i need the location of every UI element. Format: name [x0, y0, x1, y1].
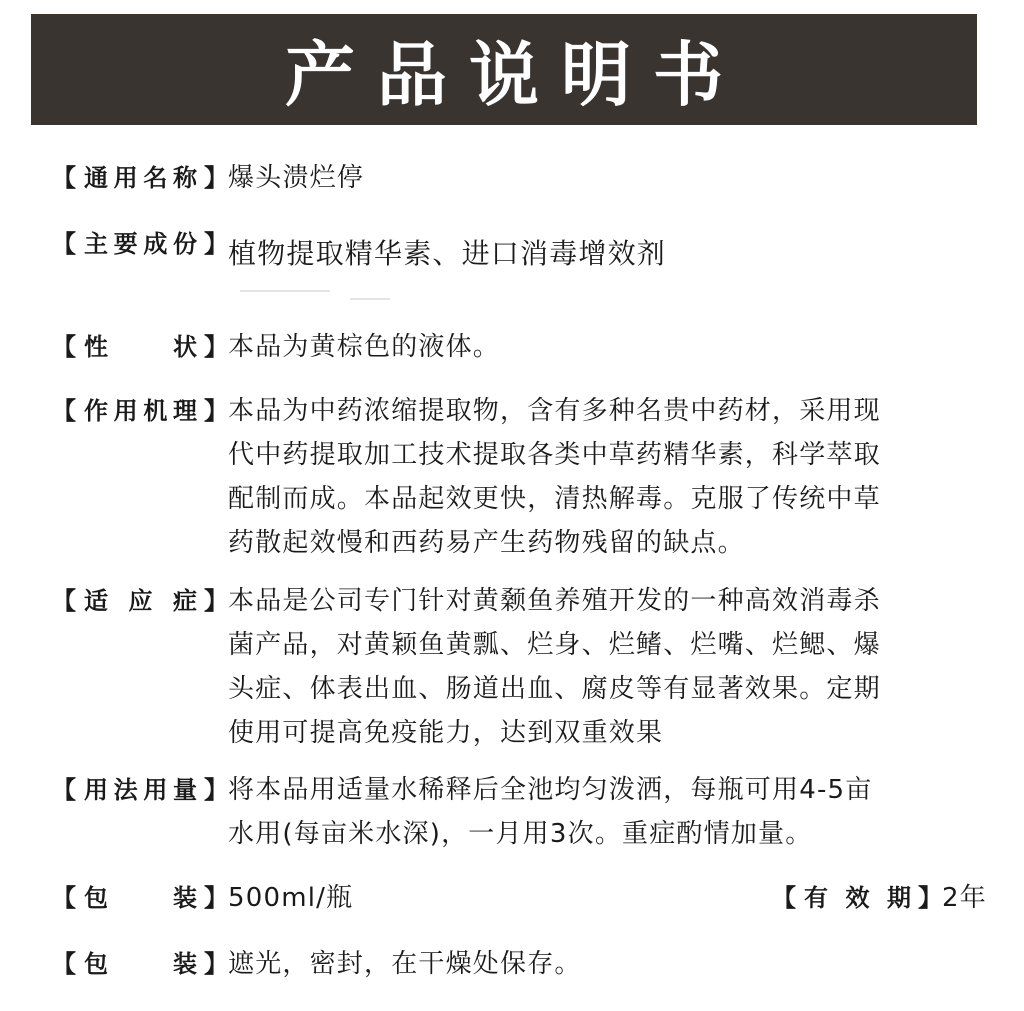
field-value	[228, 325, 944, 369]
field-label-text	[76, 876, 204, 920]
field-label	[52, 768, 228, 812]
bracket-close: 】	[204, 587, 228, 615]
label-char: 用	[113, 164, 139, 192]
field-value	[942, 876, 987, 920]
field-label	[772, 876, 942, 920]
field-label-text	[76, 942, 204, 986]
value-line: 遮光，密封，在干燥处保存。	[228, 949, 582, 979]
label-char: 用	[143, 776, 169, 804]
field-value	[228, 579, 944, 755]
value-line: 使用可提高免疫能力，达到双重效果	[228, 718, 664, 748]
field-label-text	[76, 325, 204, 369]
bracket-close: 】	[204, 884, 228, 912]
field-label-text	[76, 579, 204, 623]
label-char: 装	[173, 950, 198, 978]
title-banner	[31, 14, 977, 125]
label-char: 效	[845, 884, 871, 912]
label-char: 有	[804, 884, 829, 912]
field-label-text	[76, 156, 204, 200]
label-char: 用	[84, 776, 109, 804]
label-char: 理	[172, 397, 198, 425]
label-char: 份	[172, 230, 198, 258]
value-line: 500ml/瓶	[228, 883, 354, 913]
label-char: 用	[113, 397, 139, 425]
label-char: 主	[84, 230, 109, 258]
bracket-close: 】	[204, 397, 228, 425]
bracket-close: 】	[204, 776, 228, 804]
value-line: 本品为中药浓缩提取物，含有多种名贵中药材，采用现	[228, 396, 881, 426]
value-line: 配制而成。本品起效更快，清热解毒。克服了传统中草	[228, 484, 881, 514]
print-smudge	[350, 298, 390, 300]
field-mechanism	[52, 389, 944, 565]
bracket-close: 】	[204, 164, 228, 192]
print-smudge	[240, 290, 330, 292]
field-indications	[52, 579, 944, 755]
field-storage	[52, 942, 944, 986]
bracket-open: 【	[52, 950, 76, 978]
label-char: 机	[143, 397, 169, 425]
bracket-open: 【	[52, 587, 76, 615]
field-value	[228, 230, 944, 278]
label-char: 称	[172, 164, 198, 192]
field-label-text	[796, 876, 918, 920]
field-label	[52, 876, 228, 920]
value-line: 头症、体表出血、肠道出血、腐皮等有显著效果。定期	[228, 674, 881, 704]
label-char: 期	[887, 884, 912, 912]
field-value	[228, 876, 528, 920]
field-label-text	[76, 768, 204, 812]
value-line: 本品是公司专门针对黄颡鱼养殖开发的一种高效消毒杀	[228, 586, 881, 616]
field-label	[52, 579, 228, 623]
label-char: 适	[84, 587, 109, 615]
label-char: 要	[113, 230, 139, 258]
value-line: 菌产品，对黄颖鱼黄瓢、烂身、烂鳍、烂嘴、烂鳃、爆	[228, 630, 881, 660]
value-line: 本品为黄棕色的液体。	[228, 332, 501, 362]
field-label	[52, 325, 228, 369]
label-char: 状	[173, 333, 198, 361]
bracket-close: 】	[204, 230, 228, 258]
field-label	[52, 389, 228, 433]
value-line: 2年	[942, 883, 987, 913]
bracket-open: 【	[52, 397, 76, 425]
page-title: 产品说明书	[285, 34, 745, 116]
field-value	[228, 768, 944, 856]
field-label-text	[76, 389, 204, 433]
value-line: 爆头溃烂停	[228, 163, 365, 193]
bracket-close: 】	[918, 884, 942, 912]
label-char: 通	[84, 164, 109, 192]
label-char: 装	[173, 884, 198, 912]
bracket-open: 【	[52, 164, 76, 192]
field-label	[52, 156, 228, 200]
bracket-close: 】	[204, 950, 228, 978]
label-char: 症	[173, 587, 198, 615]
bracket-open: 【	[52, 230, 76, 258]
value-line: 水用(每亩米水深)，一月用3次。重症酌情加量。	[228, 819, 813, 849]
field-validity	[772, 876, 987, 920]
value-line: 植物提取精华素、进口消毒增效剂	[228, 237, 667, 270]
field-package	[52, 876, 987, 920]
value-line: 代中药提取加工技术提取各类中草药精华素，科学萃取	[228, 440, 881, 470]
bracket-open: 【	[52, 884, 76, 912]
bracket-open: 【	[772, 884, 796, 912]
field-label-text	[76, 222, 204, 266]
bracket-open: 【	[52, 776, 76, 804]
field-value	[228, 156, 944, 200]
field-label	[52, 222, 228, 266]
label-char: 包	[84, 950, 109, 978]
field-dosage	[52, 768, 944, 856]
bracket-open: 【	[52, 333, 76, 361]
label-char: 应	[128, 587, 154, 615]
label-char: 成	[143, 230, 169, 258]
field-generic-name	[52, 156, 944, 200]
field-properties	[52, 325, 944, 369]
field-value	[228, 942, 944, 986]
field-ingredients	[52, 222, 944, 278]
label-char: 量	[172, 776, 198, 804]
bracket-close: 】	[204, 333, 228, 361]
value-line: 药散起效慢和西药易产生药物残留的缺点。	[228, 528, 745, 558]
field-value	[228, 389, 944, 565]
field-label	[52, 942, 228, 986]
label-char: 法	[113, 776, 139, 804]
label-char: 作	[84, 397, 109, 425]
value-line: 将本品用适量水稀释后全池均匀泼洒，每瓶可用4-5亩	[228, 775, 873, 805]
label-char: 性	[84, 333, 109, 361]
label-char: 包	[84, 884, 109, 912]
label-char: 名	[143, 164, 169, 192]
